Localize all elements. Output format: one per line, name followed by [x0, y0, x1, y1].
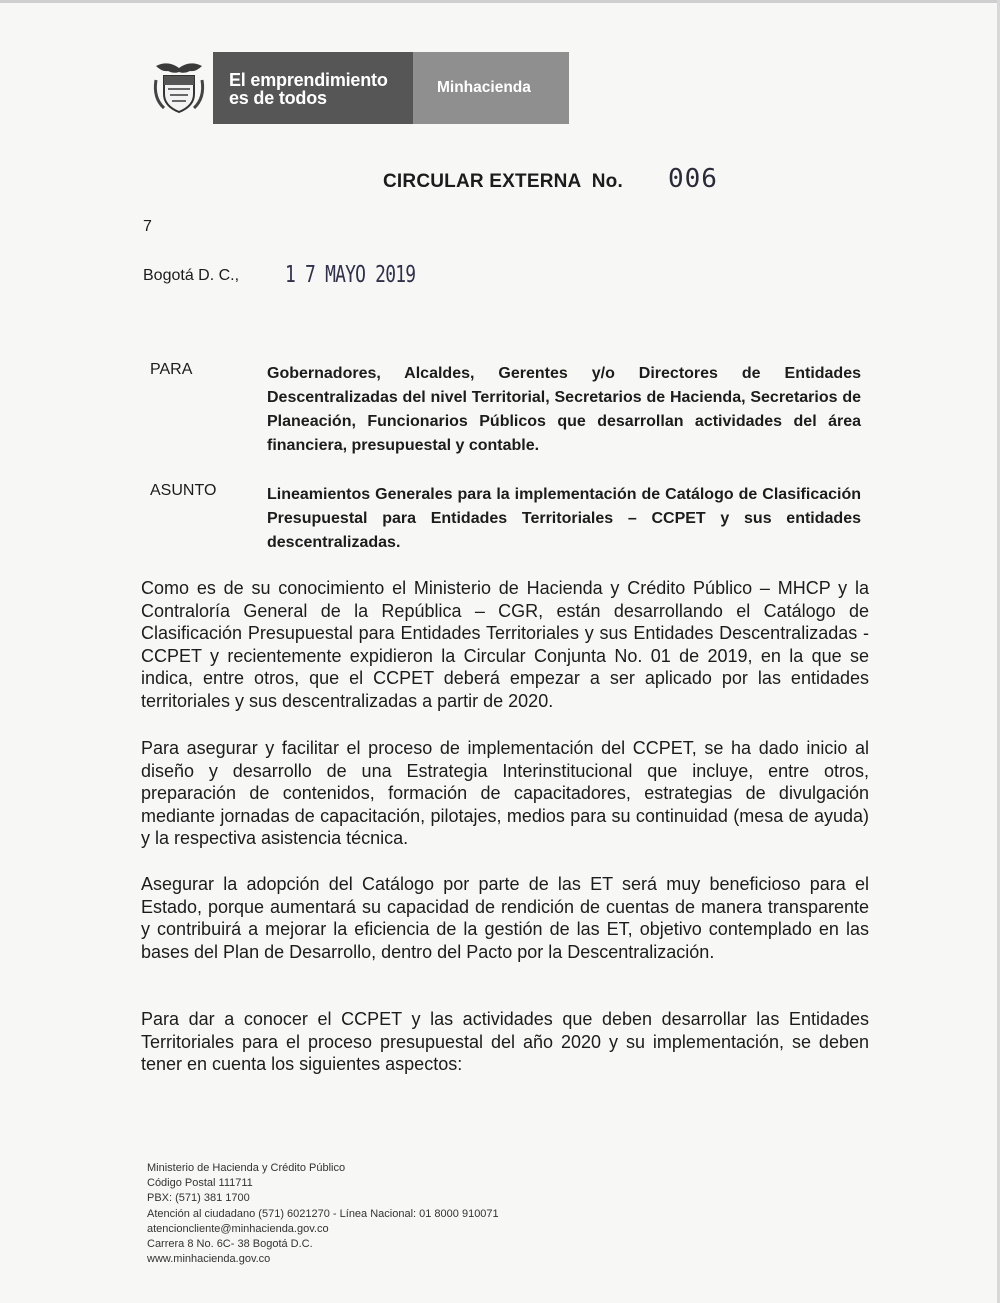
slogan-panel [213, 52, 569, 124]
ministry-name: Minhacienda [437, 79, 531, 96]
document-title: CIRCULAR EXTERNA No. [383, 171, 623, 192]
recipients-text: Gobernadores, Alcaldes, Gerentes y/o Directores de Entidades Descentralizadas del nivel Territorial, Secretarios de Hacienda, Secretarios de Planeación, Funcionarios Públicos que desarrollan actividades del área financiera, presupuestal y contable. [267, 365, 861, 454]
body-paragraph: Como es de su conocimiento el Ministerio de Hacienda y Crédito Público – MHCP y la Contraloría General de la República – CGR, están desarrollando el Catálogo de Clasificación Presupuestal para Entidades Territoriales y sus Entidades Descentralizadas - CCPET y recientemente expidieron la Circular Conjunta No. 01 de 2019, en la que se indica, entre otros, que el CCPET deberá empezar a ser aplicado por las entidades territoriales y sus descentralizadas a partir de 2020. [141, 578, 869, 711]
reference-number: 7 [143, 218, 152, 235]
para-label: PARA [150, 361, 193, 378]
footer-email[interactable]: atencioncliente@minhacienda.gov.co [147, 1222, 329, 1235]
footer-website[interactable]: www.minhacienda.gov.co [147, 1253, 271, 1266]
body-paragraph: Para asegurar y facilitar el proceso de implementación del CCPET, se ha dado inicio al diseño y desarrollo de una Estrategia Interinstitucional que incluye, entre otros, preparación de contenidos, formación de capacitadores, estrategias de divulgación mediante jornadas de capacitación, pilotajes, medios para su continuidad (mesa de ayuda) y la respectiva asistencia técnica. [141, 738, 869, 848]
circular-number: 006 [668, 164, 718, 194]
slogan-line: es de todos [229, 88, 327, 108]
footer-pbx: PBX: (571) 381 1700 [147, 1192, 250, 1205]
city-line: Bogotá D. C., [143, 267, 240, 284]
body-paragraph: Asegurar la adopción del Catálogo por parte de las ET será muy beneficioso para el Estado, porque aumentará su capacidad de rendición de cuentas de manera transparente y contribuirá a mejorar la eficiencia de la gestión de las ET, objetivo contemplado en las bases del Plan de Desarrollo, dentro del Pacto por la Descentralización. [141, 874, 869, 962]
footer-address: Carrera 8 No. 6C- 38 Bogotá D.C. [147, 1238, 313, 1251]
footer-attention-line: Atención al ciudadano (571) 6021270 - Línea Nacional: 01 8000 910071 [147, 1207, 499, 1220]
footer-postal-code: Código Postal 111711 [147, 1177, 253, 1190]
colombia-coat-of-arms-icon [150, 58, 208, 116]
footer-ministry: Ministerio de Hacienda y Crédito Público [147, 1162, 346, 1174]
slogan-line: El emprendimiento [229, 70, 388, 90]
page-edge [0, 0, 1000, 3]
ministry-box [413, 52, 569, 124]
date-stamp: 1 7 MAYO 2019 [285, 262, 416, 288]
body-paragraph: Para dar a conocer el CCPET y las actividades que deben desarrollar las Entidades Territoriales para el proceso presupuestal del año 2020 y su implementación, se deben tener en cuenta los siguientes aspectos: [141, 1009, 869, 1074]
asunto-label: ASUNTO [150, 482, 217, 499]
subject-text: Lineamientos Generales para la implementación de Catálogo de Clasificación Presupuestal para Entidades Territoriales – CCPET y sus entidades descentralizadas. [267, 486, 861, 551]
letterhead-banner [150, 52, 560, 124]
footer-contact [147, 1161, 499, 1267]
